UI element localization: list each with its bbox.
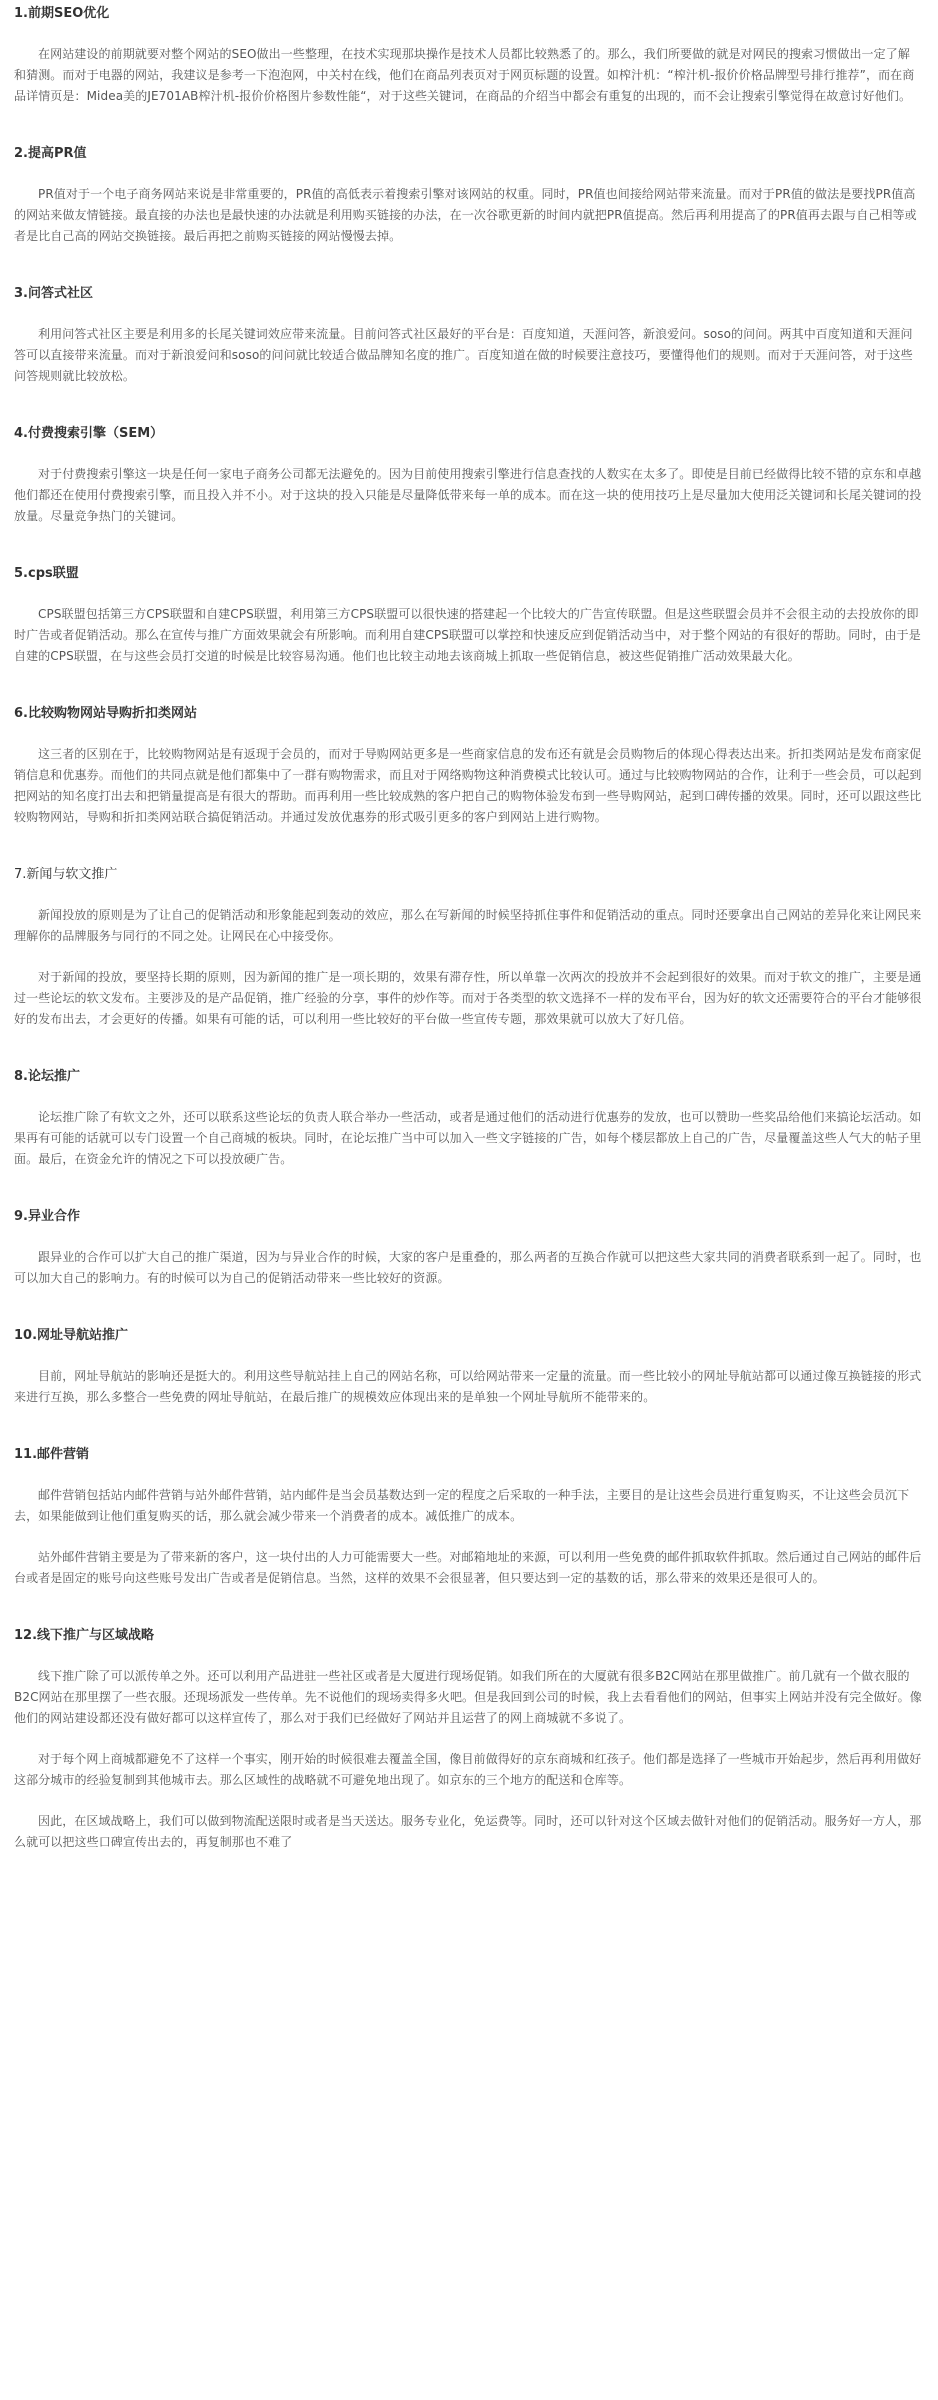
section-6-title: 6.比较购物网站导购折扣类网站 xyxy=(14,706,197,721)
section-1-title: 1.前期SEO优化 xyxy=(14,6,110,21)
section-7-paragraph-1: 新闻投放的原则是为了让自己的促销活动和形象能起到轰动的效应，那么在写新闻的时候坚持抓住事件和促销活动的重点。同时还要拿出自己网站的差异化来让网民来理解你的品牌服务与同行的不同之处。让网民在心中接受你。 xyxy=(14,908,922,943)
section-11-title: 11.邮件营销 xyxy=(14,1447,90,1462)
section-9-title: 9.异业合作 xyxy=(14,1209,80,1224)
section-1-paragraph-1: 在网站建设的前期就要对整个网站的SEO做出一些整理，在技术实现那块操作是技术人员都比较熟悉了的。那么，我们所要做的就是对网民的搜索习惯做出一定了解和猜测。而对于电器的网站，我建议是参考一下泡泡网，中关村在线，他们在商品列表页对于网页标题的设置。如榨汁机：“榨汁机-报价价格品牌型号排行推荐”，而在商品详情页是：Midea美的JE701AB榨汁机-报价价格图片参数性能“，对于这些关键词，在商品的介绍当中都会有重复的出现的，而不会让搜索引擎觉得在故意讨好他们。 xyxy=(14,47,915,103)
section-5-paragraph-1: CPS联盟包括第三方CPS联盟和自建CPS联盟，利用第三方CPS联盟可以很快速的搭建起一个比较大的广告宣传联盟。但是这些联盟会员并不会很主动的去投放你的即时广告或者促销活动。那么在宣传与推广方面效果就会有所影响。而利用自建CPS联盟可以掌控和快速反应到促销活动当中，对于整个网站的有很好的帮助。同时，由于是自建的CPS联盟，在与这些会员打交道的时候是比较容易沟通。他们也比较主动地去该商城上抓取一些促销信息，被这些促销推广活动效果最大化。 xyxy=(14,607,921,663)
section-12-paragraph-3: 因此，在区域战略上，我们可以做到物流配送限时或者是当天送达。服务专业化，免运费等。同时，还可以针对这个区域去做针对他们的促销活动。服务好一方人，那么就可以把这些口碑宣传出去的，再复制那也不难了 xyxy=(14,1814,922,1849)
section-12-title: 12.线下推广与区域战略 xyxy=(14,1628,155,1643)
section-11-paragraph-2: 站外邮件营销主要是为了带来新的客户，这一块付出的人力可能需要大一些。对邮箱地址的来源，可以利用一些免费的邮件抓取软件抓取。然后通过自己网站的邮件后台或者是固定的账号向这些账号发出广告或者是促销信息。当然，这样的效果不会很显著，但只要达到一定的基数的话，那么带来的效果还是很可人的。 xyxy=(14,1550,922,1585)
section-8-paragraph-1: 论坛推广除了有软文之外，还可以联系这些论坛的负责人联合举办一些活动，或者是通过他们的活动进行优惠券的发放，也可以赞助一些奖品给他们来搞论坛活动。如果再有可能的话就可以专门设置一个自己商城的板块。同时，在论坛推广当中可以加入一些文字链接的广告，如每个楼层都放上自己的广告，尽量覆盖这些人气大的帖子里面。最后，在资金允许的情况之下可以投放硬广告。 xyxy=(14,1110,922,1166)
section-7-title: 7.新闻与软文推广 xyxy=(14,867,118,882)
section-8-title: 8.论坛推广 xyxy=(14,1069,80,1084)
section-5-title: 5.cps联盟 xyxy=(14,566,79,581)
section-10-paragraph-1: 目前，网址导航站的影响还是挺大的。利用这些导航站挂上自己的网站名称，可以给网站带来一定量的流量。而一些比较小的网址导航站都可以通过像互换链接的形式来进行互换，那么多整合一些免费的网址导航站，在最后推广的规模效应体现出来的是单独一个网址导航所不能带来的。 xyxy=(14,1369,922,1404)
section-9-paragraph-1: 跟异业的合作可以扩大自己的推广渠道，因为与异业合作的时候，大家的客户是重叠的，那么两者的互换合作就可以把这些大家共同的消费者联系到一起了。同时，也可以加大自己的影响力。有的时候可以为自己的促销活动带来一些比较好的资源。 xyxy=(14,1250,922,1285)
section-4-paragraph-1: 对于付费搜索引擎这一块是任何一家电子商务公司都无法避免的。因为目前使用搜索引擎进行信息查找的人数实在太多了。即使是目前已经做得比较不错的京东和卓越他们都还在使用付费搜索引擎，而且投入并不小。对于这块的投入只能是尽量降低带来每一单的成本。而在这一块的使用技巧上是尽量加大使用泛关键词和长尾关键词的投放量。尽量竞争热门的关键词。 xyxy=(14,467,922,523)
section-7-paragraph-2: 对于新闻的投放，要坚持长期的原则，因为新闻的推广是一项长期的，效果有滞存性，所以单靠一次两次的投放并不会起到很好的效果。而对于软文的推广，主要是通过一些论坛的软文发布。主要涉及的是产品促销，推广经验的分享，事件的炒作等。而对于各类型的软文选择不一样的发布平台，因为好的软文还需要符合的平台才能够很好的发布出去，才会更好的传播。如果有可能的话，可以利用一些比较好的平台做一些宣传专题，那效果就可以放大了好几倍。 xyxy=(14,970,922,1026)
section-2-title: 2.提高PR值 xyxy=(14,146,87,161)
section-3-title: 3.问答式社区 xyxy=(14,286,93,301)
section-12-paragraph-1: 线下推广除了可以派传单之外。还可以利用产品进驻一些社区或者是大厦进行现场促销。如我们所在的大厦就有很多B2C网站在那里做推广。前几就有一个做衣服的B2C网站在那里摆了一些衣服。还现场派发一些传单。先不说他们的现场卖得多火吧。但是我回到公司的时候，我上去看看他们的网站，但事实上网站并没有完全做好。像他们的网站建设都还没有做好都可以这样宣传了，那么对于我们已经做好了网站并且运营了的网上商城就不多说了。 xyxy=(14,1669,922,1725)
section-3-paragraph-1: 利用问答式社区主要是利用多的长尾关键词效应带来流量。目前问答式社区最好的平台是：百度知道，天涯问答，新浪爱问。soso的问问。两其中百度知道和天涯问答可以直接带来流量。而对于新浪爱问和soso的问问就比较适合做品牌知名度的推广。百度知道在做的时候要注意技巧，要懂得他们的规则。而对于天涯问答，对于这些问答规则就比较放松。 xyxy=(14,327,913,383)
section-10-title: 10.网址导航站推广 xyxy=(14,1328,129,1343)
section-6-paragraph-1: 这三者的区别在于，比较购物网站是有返现于会员的，而对于导购网站更多是一些商家信息的发布还有就是会员购物后的体现心得表达出来。折扣类网站是发布商家促销信息和优惠券。而他们的共同点就是他们都集中了一群有购物需求，而且对于网络购物这种消费模式比较认可。通过与比较购物网站的合作，让利于一些会员，可以起到把网站的知名度打出去和把销量提高是有很大的帮助。而再利用一些比较成熟的客户把自己的购物体验发布到一些导购网站，起到口碑传播的效果。同时，还可以跟这些比较购物网站，导购和折扣类网站联合搞促销活动。并通过发放优惠券的形式吸引更多的客户到网站上进行购物。 xyxy=(14,747,922,824)
section-2-paragraph-1: PR值对于一个电子商务网站来说是非常重要的，PR值的高低表示着搜索引擎对该网站的权重。同时，PR值也间接给网站带来流量。而对于PR值的做法是要找PR值高的网站来做友情链接。最直接的办法也是最快速的办法就是利用购买链接的办法，在一次谷歌更新的时间内就把PR值提高。然后再利用提高了的PR值再去跟与自己相等或者是比自己高的网站交换链接。最后再把之前购买链接的网站慢慢去掉。 xyxy=(14,187,917,243)
section-11-paragraph-1: 邮件营销包括站内邮件营销与站外邮件营销，站内邮件是当会员基数达到一定的程度之后采取的一种手法，主要目的是让这些会员进行重复购买，不让这些会员沉下去，如果能做到让他们重复购买的话，那么就会减少带来一个消费者的成本。减低推广的成本。 xyxy=(14,1488,910,1523)
section-12-paragraph-2: 对于每个网上商城都避免不了这样一个事实，刚开始的时候很难去覆盖全国，像目前做得好的京东商城和红孩子。他们都是选择了一些城市开始起步，然后再利用做好这部分城市的经验复制到其他城市去。那么区域性的战略就不可避免地出现了。如京东的三个地方的配送和仓库等。 xyxy=(14,1752,922,1787)
section-4-title: 4.付费搜索引擎（SEM） xyxy=(14,426,164,441)
